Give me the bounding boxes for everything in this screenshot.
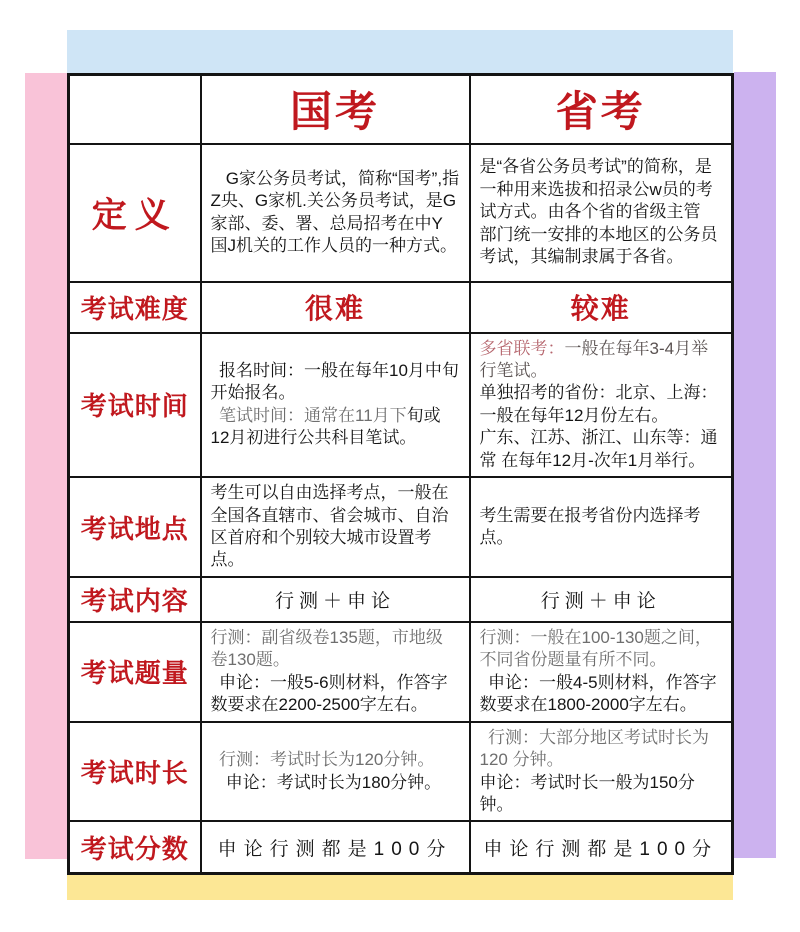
header-empty-cell [69, 75, 201, 144]
questions-shengkao [470, 622, 733, 722]
decor-bar-top-blue [67, 30, 733, 73]
row-questions [69, 622, 733, 722]
row-time [69, 333, 733, 478]
comparison-table-wrapper [67, 73, 734, 875]
header-row [69, 75, 733, 144]
time-guokao [201, 333, 470, 478]
definition-guokao [201, 144, 470, 282]
duration-guokao-xingce: 行测：考试时长为120分钟。 [219, 750, 435, 770]
duration-guokao [201, 722, 470, 822]
time-guokao-written-rest: 旬或12月初进行公共科目笔试。 [210, 405, 441, 448]
row-label-definition: 定义 [69, 144, 201, 282]
row-difficulty [69, 282, 733, 333]
duration-shengkao [470, 722, 733, 822]
questions-shengkao-xingce: 行测：一般在100-130题之间，不同省份题量有所不同。 [479, 627, 712, 670]
row-location [69, 477, 733, 577]
time-shengkao-others: 广东、江苏、浙江、山东等：通常 在每年12月-次年1月举行。 [479, 428, 718, 470]
time-shengkao-joint-rest: 一般在每年3-4月举行笔试。 [479, 338, 709, 380]
questions-shengkao-shenlun: 申论：一般4-5则材料，作答字数要求在1800-2000字左右。 [479, 672, 717, 715]
row-label-duration: 考试时长 [69, 722, 201, 822]
row-content [69, 577, 733, 622]
header-shengkao: 省考 [470, 75, 733, 144]
row-duration [69, 722, 733, 822]
time-shengkao [470, 333, 733, 478]
definition-shengkao [470, 144, 733, 282]
row-score [69, 821, 733, 873]
location-shengkao-text: 考生需要在报考省份内选择考点。 [479, 505, 701, 547]
difficulty-shengkao: 较难 [470, 282, 733, 333]
content-guokao: 行测＋申论 [201, 577, 470, 622]
questions-guokao-xingce: 行测：副省级卷135题，市地级卷130题。 [210, 627, 443, 670]
decor-bar-right-purple [734, 72, 776, 858]
row-definition [69, 144, 733, 282]
time-shengkao-separate: 单独招考的省份：北京、上海：一般在每年12月份左右。 [479, 383, 718, 425]
row-label-questions: 考试题量 [69, 622, 201, 722]
time-shengkao-joint-lead: 多省联考： [479, 338, 565, 358]
content-shengkao: 行测＋申论 [470, 577, 733, 622]
duration-guokao-shenlun: 申论：考试时长为180分钟。 [225, 772, 442, 792]
location-guokao-text: 考生可以自由选择考点，一般在全国各直辖市、省会城市、自治区首府和个别较大城市设置考 点。 [210, 483, 449, 570]
definition-guokao-text: G家公务员考试，简称“国考”,指Z央、G家机.关公务员考试，是G家部、委、署、总局招考在中Y国J机关的工作人员的一种方式。 [210, 168, 460, 255]
row-label-content: 考试内容 [69, 577, 201, 622]
time-guokao-written-gray: 笔试时间：通常在11月下 [219, 405, 407, 425]
header-guokao: 国考 [201, 75, 470, 144]
time-shengkao-joint [480, 338, 723, 383]
duration-shengkao-shenlun: 申论：考试时长一般为150分钟。 [479, 772, 695, 814]
definition-shengkao-text: 是“各省公务员考试”的简称，是一种用来选拔和招录公w员的考试方式。由各个省的省级主管 部门统一安排的本地区的公务员 考试，其编制隶属于各省。 [479, 157, 718, 267]
time-guokao-register: 报名时间：一般在每年10月中旬开始报名。 [210, 360, 459, 403]
row-label-location: 考试地点 [69, 477, 201, 577]
questions-guokao [201, 622, 470, 722]
time-guokao-written [211, 405, 460, 450]
row-label-score: 考试分数 [69, 821, 201, 873]
questions-guokao-shenlun: 申论：一般5-6则材料，作答字数要求在2200-2500字左右。 [210, 672, 448, 715]
difficulty-guokao: 很难 [201, 282, 470, 333]
score-shengkao: 申论行测都是100分 [470, 821, 733, 873]
row-label-time: 考试时间 [69, 333, 201, 478]
exam-comparison-table [67, 73, 734, 875]
score-guokao: 申论行测都是100分 [201, 821, 470, 873]
location-guokao [201, 477, 470, 577]
row-label-difficulty: 考试难度 [69, 282, 201, 333]
duration-shengkao-xingce: 行测：大部分地区考试时长为 120 分钟。 [479, 727, 709, 770]
decor-bar-left-pink [25, 73, 67, 859]
location-shengkao [470, 477, 733, 577]
